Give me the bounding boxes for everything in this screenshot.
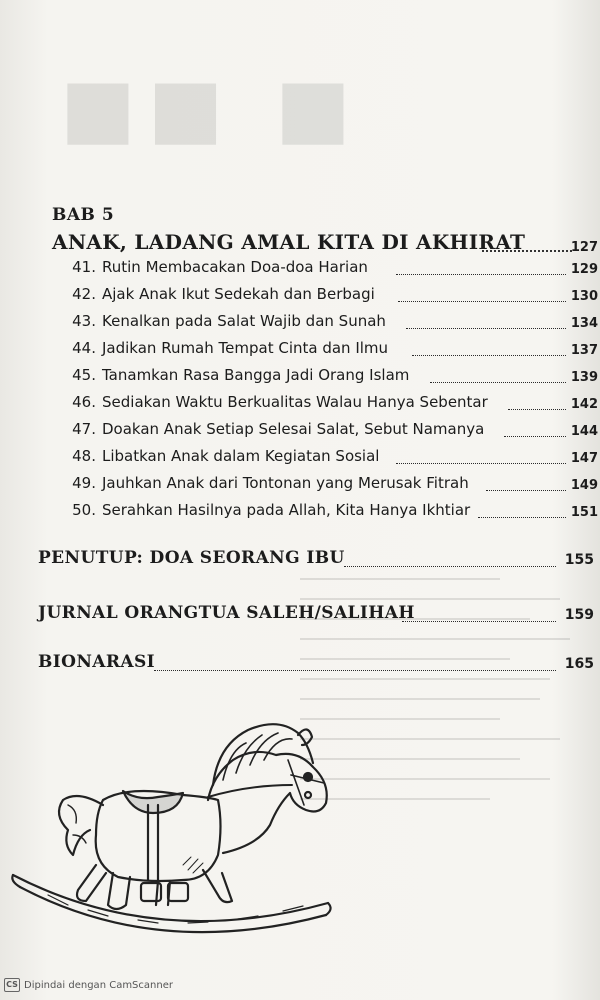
entry-page-number: 147 [570, 451, 598, 466]
dot-leader [396, 274, 566, 275]
entry-number: 45. [72, 366, 96, 384]
entry-title: Tanamkan Rasa Bangga Jadi Orang Islam [102, 366, 410, 384]
section-title: PENUTUP: DOA SEORANG IBU [38, 548, 345, 568]
chapter-title: ANAK, LADANG AMAL KITA DI AKHIRAT [52, 230, 526, 254]
entry-page-number: 151 [570, 505, 598, 520]
entry-title: Serahkan Hasilnya pada Allah, Kita Hanya Ikhtiar [102, 501, 471, 519]
toc-entry[interactable] [0, 285, 600, 309]
chapter-page-number: 127 [570, 240, 598, 255]
entry-page-number: 137 [570, 343, 598, 358]
toc-entry[interactable] [0, 501, 600, 525]
entry-title: Doakan Anak Setiap Selesai Salat, Sebut Namanya [102, 420, 485, 438]
chapter-label: BAB 5 [52, 205, 115, 225]
entry-title: Jadikan Rumah Tempat Cinta dan Ilmu [102, 339, 389, 357]
entry-number: 42. [72, 285, 96, 303]
section-page-number: 165 [564, 656, 594, 672]
entry-page-number: 129 [570, 262, 598, 277]
entry-number: 44. [72, 339, 96, 357]
section-page-number: 155 [564, 552, 594, 568]
toc-entry[interactable] [0, 339, 600, 363]
entry-page-number: 149 [570, 478, 598, 493]
scanner-footer [4, 976, 173, 994]
dot-leader [412, 355, 566, 356]
section-title: BIONARASI [38, 652, 156, 672]
entry-title: Sediakan Waktu Berkualitas Walau Hanya Sebentar [102, 393, 488, 411]
scanner-footer-text: Dipindai dengan CamScanner [24, 979, 173, 991]
bleed-through-lines [300, 560, 590, 900]
rocking-horse-icon [8, 705, 338, 955]
dot-leader [396, 463, 566, 464]
toc-entry[interactable] [0, 312, 600, 336]
bleed-through-shadow: ■■ ■ [60, 60, 363, 150]
chapter-title-row[interactable] [52, 230, 598, 260]
dot-leader [398, 301, 566, 302]
dot-leader [478, 517, 566, 518]
dot-leader [430, 382, 566, 383]
entry-title: Jauhkan Anak dari Tontonan yang Merusak Fitrah [102, 474, 469, 492]
toc-entry[interactable] [0, 474, 600, 498]
section-title: JURNAL ORANGTUA SALEH/SALIHAH [38, 603, 415, 623]
toc-entry[interactable] [0, 420, 600, 444]
entry-title: Ajak Anak Ikut Sedekah dan Berbagi [102, 285, 375, 303]
entry-page-number: 134 [570, 316, 598, 331]
dot-leader [504, 436, 566, 437]
entry-title: Rutin Membacakan Doa-doa Harian [102, 258, 368, 276]
camscanner-logo: CS [4, 978, 20, 992]
entry-number: 46. [72, 393, 96, 411]
dot-leader [486, 490, 566, 491]
entry-page-number: 142 [570, 397, 598, 412]
section-page-number: 159 [564, 607, 594, 623]
toc-entry[interactable] [0, 366, 600, 390]
entry-number: 48. [72, 447, 96, 465]
entry-title: Libatkan Anak dalam Kegiatan Sosial [102, 447, 380, 465]
dot-leader [508, 409, 566, 410]
entry-page-number: 144 [570, 424, 598, 439]
entry-title: Kenalkan pada Salat Wajib dan Sunah [102, 312, 386, 330]
dot-leader [406, 328, 566, 329]
toc-entry[interactable] [0, 447, 600, 471]
toc-entry[interactable] [0, 393, 600, 417]
entry-number: 43. [72, 312, 96, 330]
dot-leader [482, 250, 572, 252]
entry-page-number: 139 [570, 370, 598, 385]
toc-entry[interactable] [0, 258, 600, 282]
entry-number: 50. [72, 501, 96, 519]
entry-number: 47. [72, 420, 96, 438]
entry-number: 49. [72, 474, 96, 492]
entry-page-number: 130 [570, 289, 598, 304]
entry-number: 41. [72, 258, 96, 276]
